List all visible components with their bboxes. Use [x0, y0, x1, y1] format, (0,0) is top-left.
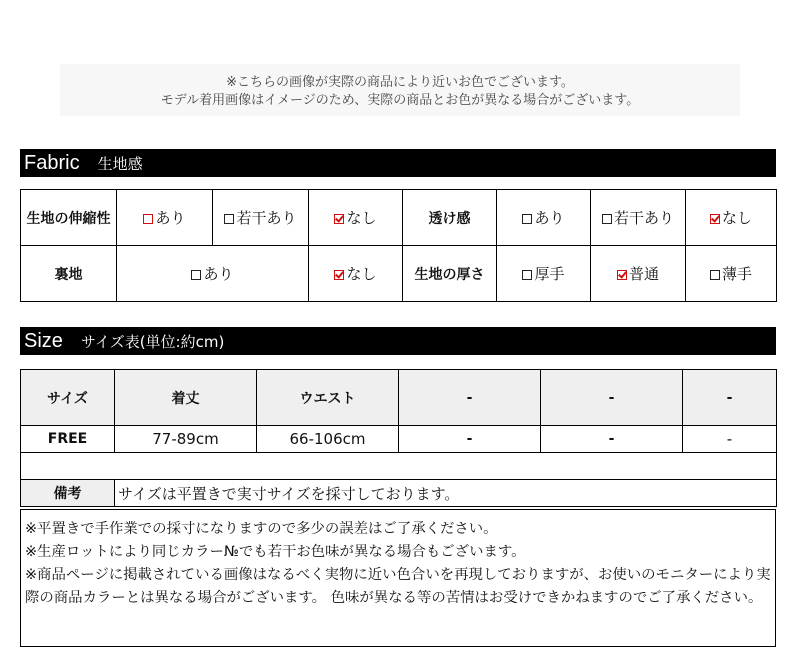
size-header: - — [683, 370, 777, 426]
stretch-option-yes: あり — [117, 190, 213, 246]
fabric-title-ja: 生地感 — [97, 154, 143, 173]
thickness-label: 生地の厚さ — [403, 246, 497, 302]
checkbox-checked-icon — [710, 214, 720, 224]
thickness-option-thick: 厚手 — [497, 246, 591, 302]
lining-option-yes: あり — [117, 246, 309, 302]
fabric-row-stretch — [21, 190, 777, 246]
size-cell: FREE — [21, 426, 115, 453]
stretch-label: 生地の伸縮性 — [21, 190, 117, 246]
size-header-row — [21, 370, 777, 426]
remarks-box — [20, 509, 776, 647]
fabric-title-en: Fabric — [24, 151, 80, 174]
checkbox-checked-icon — [617, 270, 627, 280]
checkbox-empty-icon — [602, 214, 612, 224]
size-table — [20, 369, 777, 507]
stretch-option-none: なし — [309, 190, 403, 246]
size-section-header — [20, 327, 776, 355]
size-header: ウエスト — [257, 370, 399, 426]
checkbox-checked-icon — [334, 214, 344, 224]
checkbox-empty-icon — [522, 270, 532, 280]
thickness-option-normal: 普通 — [591, 246, 686, 302]
stretch-option-slight: 若干あり — [213, 190, 309, 246]
lining-label: 裏地 — [21, 246, 117, 302]
size-header: 着丈 — [115, 370, 257, 426]
size-cell: 66-106cm — [257, 426, 399, 453]
checkbox-empty-icon — [191, 270, 201, 280]
notice-line-1: ※こちらの画像が実際の商品により近いお色でございます。 — [226, 75, 574, 90]
fabric-table — [20, 189, 777, 302]
size-cell: - — [683, 426, 777, 453]
size-title-ja: サイズ表(単位:約cm) — [80, 332, 225, 351]
checkbox-empty-icon — [143, 214, 153, 224]
thickness-option-thin: 薄手 — [686, 246, 777, 302]
sheer-label: 透け感 — [403, 190, 497, 246]
size-header: - — [541, 370, 683, 426]
size-cell: 77-89cm — [115, 426, 257, 453]
checkbox-empty-icon — [224, 214, 234, 224]
color-notice — [60, 64, 740, 116]
size-spacer-row — [21, 453, 777, 480]
checkbox-checked-icon — [334, 270, 344, 280]
sheer-option-none: なし — [686, 190, 777, 246]
lining-option-no: なし — [309, 246, 403, 302]
sheer-option-yes: あり — [497, 190, 591, 246]
size-header: サイズ — [21, 370, 115, 426]
notice-line-2: モデル着用画像はイメージのため、実際の商品とお色が異なる場合がございます。 — [160, 93, 640, 108]
size-cell: - — [399, 426, 541, 453]
size-cell: - — [541, 426, 683, 453]
note-label: 備考 — [21, 480, 115, 507]
fabric-section-header — [20, 149, 776, 177]
checkbox-empty-icon — [522, 214, 532, 224]
spacer-cell — [21, 453, 777, 480]
checkbox-empty-icon — [710, 270, 720, 280]
remark-line: ※商品ページに掲載されている画像はなるべく実物に近い色合いを再現しておりますが、お使いのモニターにより実際の商品カラーとは異なる場合がございます。 色味が異なる等の苦情はお受けできかねますのでご了承ください。 — [25, 567, 771, 606]
fabric-row-lining — [21, 246, 777, 302]
size-title-en: Size — [24, 329, 63, 352]
size-row-free — [21, 426, 777, 453]
size-note-row — [21, 480, 777, 507]
note-text: サイズは平置きで実寸サイズを採寸しております。 — [115, 480, 777, 507]
remark-line: ※生産ロットにより同じカラー№でも若干お色味が異なる場合もございます。 — [25, 544, 526, 560]
size-header: - — [399, 370, 541, 426]
sheer-option-slight: 若干あり — [591, 190, 686, 246]
remark-line: ※平置きで手作業での採寸になりますので多少の誤差はご了承ください。 — [25, 521, 498, 537]
